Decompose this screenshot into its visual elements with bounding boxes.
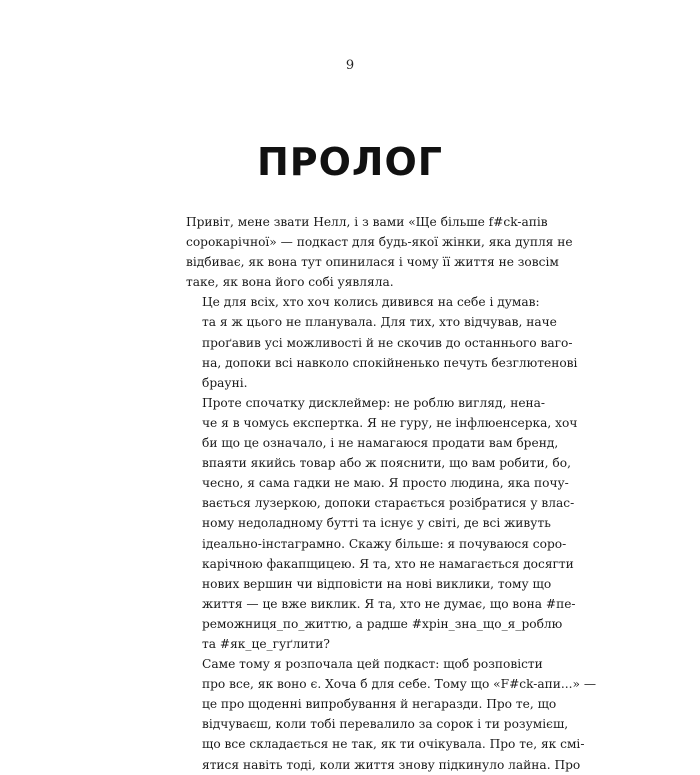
text-line: що все складається не так, як ти очікувала. Про те, як смі- [202, 737, 585, 752]
text-line: ятися навіть тоді, коли життя знову підкинуло лайна. Про [202, 757, 581, 772]
text-line: Це для всіх, хто хоч колись дивився на себе і думав: [202, 295, 540, 310]
chapter-title: ПРОЛОГ [256, 140, 444, 184]
text-line: це про щоденні випробування й негаразди. Про те, що [202, 697, 557, 712]
page-number: 9 [345, 58, 355, 73]
text-line: ному недоладному бутті та існує у світі, де всі живуть [202, 516, 551, 531]
text-line: че я в чомусь експертка. Я не гуру, не інфлюенсерка, хоч [202, 415, 578, 430]
text-line: Саме тому я розпочала цей подкаст: щоб розповісти [202, 657, 543, 672]
text-line: впаяти якийсь товар або ж пояснити, що вам робити, бо, [202, 456, 571, 471]
text-line: про все, як воно є. Хоча б для себе. Тому що «F#ck-апи...» — [202, 677, 597, 692]
body-text [186, 212, 597, 775]
text-line: на, допоки всі навколо спокійненько печуть безглютенові [202, 355, 578, 370]
paragraph-2 [186, 292, 578, 392]
text-line: відчуваєш, коли тобі перевалило за сорок і ти розумієш, [202, 717, 569, 732]
text-line: ідеально-інстаграмно. Скажу більше: я почуваюся соро- [202, 536, 567, 551]
text-line: Проте спочатку дисклеймер: не роблю вигляд, нена- [202, 395, 546, 410]
text-line: чесно, я сама гадки не маю. Я просто людина, яка почу- [202, 476, 569, 491]
paragraph-4 [186, 654, 597, 775]
text-line: таке, як вона його собі уявляла. [186, 275, 394, 290]
text-line: нових вершин чи відповісти на нові виклики, тому що [202, 576, 552, 591]
text-line: би що це означало, і не намагаюся продати вам бренд, [202, 436, 559, 451]
paragraph-1 [186, 212, 573, 292]
text-line: та я ж цього не планувала. Для тих, хто відчував, наче [202, 315, 557, 330]
text-line: відбиває, як вона тут опинилася і чому її життя не зовсім [186, 255, 559, 270]
text-line: вається лузеркою, допоки старається розібратися у влас- [202, 496, 575, 511]
text-line: проґавив усі можливості й не скочив до останнього ваго- [202, 335, 573, 350]
text-line: та #як_це_гуґлити? [202, 636, 330, 651]
text-line: карічною факапщицею. Я та, хто не намагається досягти [202, 556, 574, 571]
text-line: Привіт, мене звати Нелл, і з вами «Ще більше f#ck-апів [186, 215, 548, 229]
text-line: сорокарічної» — подкаст для будь-якої жінки, яка дупля не [186, 235, 573, 250]
text-line: життя — це вже виклик. Я та, хто не думає, що вона #пе- [202, 596, 576, 611]
text-line: брауні. [202, 375, 248, 390]
paragraph-3 [186, 393, 578, 654]
text-line: реможниця_по_життю, а радше #хрін_зна_що_я_роблю [202, 616, 563, 631]
